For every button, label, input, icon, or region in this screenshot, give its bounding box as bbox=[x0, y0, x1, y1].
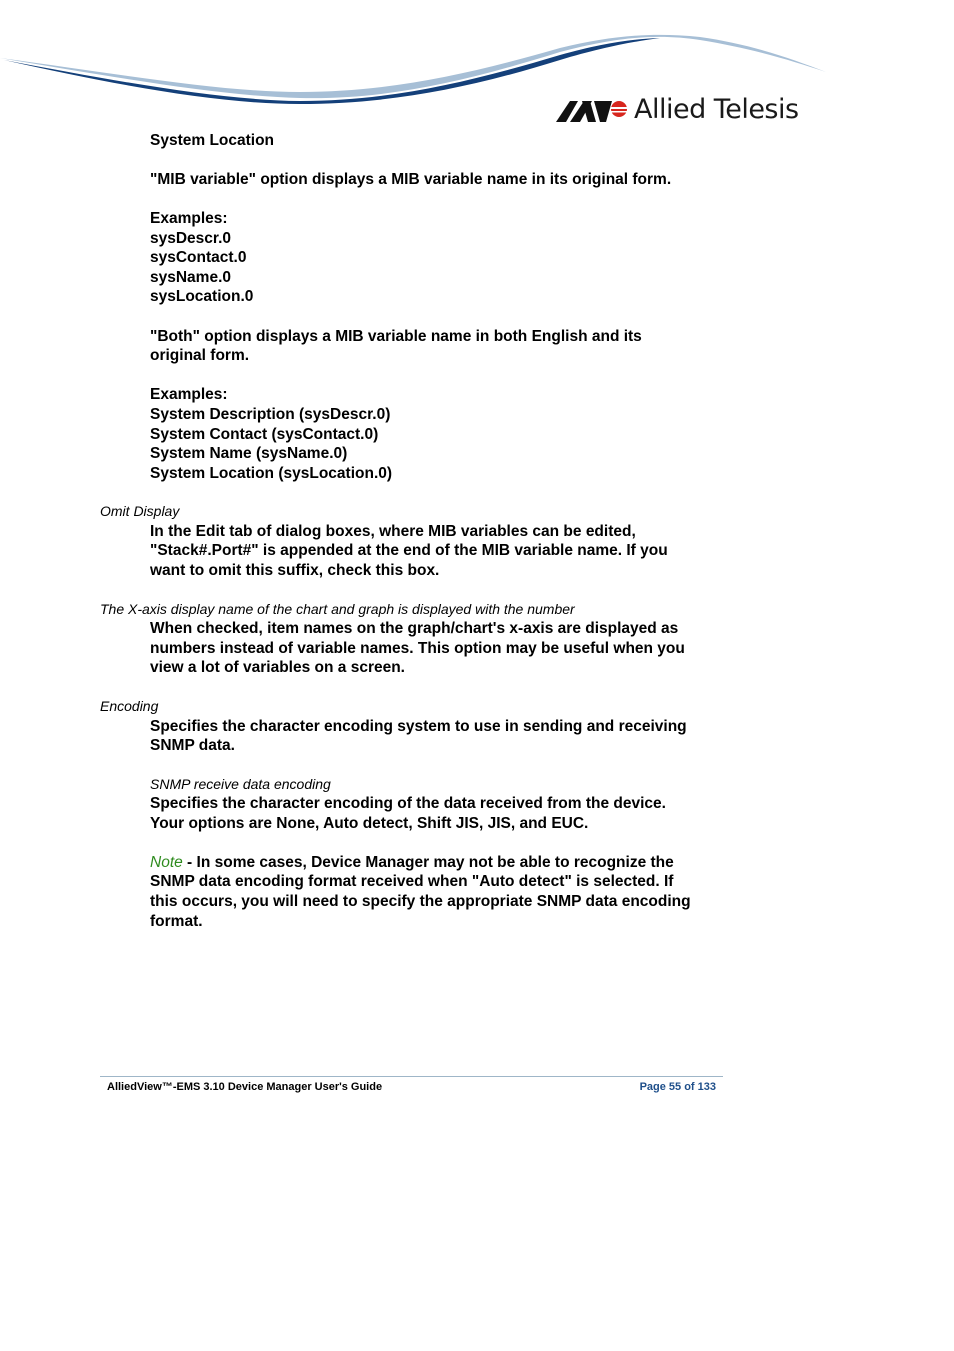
text-line: numbers instead of variable names. This option may be useful when you bbox=[150, 640, 685, 657]
note-text: - In some cases, Device Manager may not be able to recognize the bbox=[182, 854, 674, 871]
text-line: sysDescr.0 bbox=[150, 230, 232, 247]
sub-heading-snmp-receive: SNMP receive data encoding bbox=[150, 776, 331, 792]
text-line: sysLocation.0 bbox=[150, 288, 254, 305]
text-line: "Stack#.Port#" is appended at the end of the MIB variable name. If you bbox=[150, 542, 668, 559]
text-line: "MIB variable" option displays a MIB variable name in its original form. bbox=[150, 171, 672, 188]
text-line: Examples: bbox=[150, 386, 228, 403]
text-line: Examples: bbox=[150, 210, 228, 227]
text-line: System Name (sysName.0) bbox=[150, 445, 348, 462]
text-line: When checked, item names on the graph/chart's x-axis are displayed as bbox=[150, 620, 679, 637]
text-line: original form. bbox=[150, 347, 250, 364]
text-line: SNMP data. bbox=[150, 737, 235, 754]
text-line: want to omit this suffix, check this box. bbox=[150, 562, 440, 579]
section-heading-encoding: Encoding bbox=[100, 698, 159, 714]
note-line bbox=[150, 853, 674, 873]
section-heading-x-axis: The X-axis display name of the chart and graph is displayed with the number bbox=[100, 601, 575, 617]
footer-page-number: Page 55 of 133 bbox=[639, 1081, 716, 1093]
allied-telesis-logo-icon bbox=[556, 95, 628, 123]
text-line: view a lot of variables on a screen. bbox=[150, 659, 405, 676]
text-line: sysContact.0 bbox=[150, 249, 247, 266]
footer-divider bbox=[100, 1076, 723, 1077]
text-line: System Location bbox=[150, 132, 275, 149]
text-line: this occurs, you will need to specify the appropriate SNMP data encoding bbox=[150, 893, 691, 910]
text-line: System Description (sysDescr.0) bbox=[150, 406, 391, 423]
text-line: Your options are None, Auto detect, Shift JIS, JIS, and EUC. bbox=[150, 815, 589, 832]
section-heading-omit-display: Omit Display bbox=[100, 503, 180, 519]
text-line: System Location (sysLocation.0) bbox=[150, 465, 393, 482]
footer-document-title: AlliedView™-EMS 3.10 Device Manager User's Guide bbox=[107, 1081, 383, 1093]
text-line: Specifies the character encoding of the data received from the device. bbox=[150, 795, 666, 812]
brand-name: Allied Telesis bbox=[634, 93, 799, 125]
text-line: "Both" option displays a MIB variable name in both English and its bbox=[150, 328, 642, 345]
text-line: In the Edit tab of dialog boxes, where MIB variables can be edited, bbox=[150, 523, 636, 540]
text-line: format. bbox=[150, 913, 203, 930]
note-label: Note bbox=[150, 854, 183, 871]
text-line: Specifies the character encoding system to use in sending and receiving bbox=[150, 718, 687, 735]
text-line: System Contact (sysContact.0) bbox=[150, 426, 379, 443]
allied-telesis-logo bbox=[556, 92, 799, 126]
text-line: SNMP data encoding format received when "Auto detect" is selected. If bbox=[150, 873, 674, 890]
header-swoosh bbox=[0, 0, 954, 140]
text-line: sysName.0 bbox=[150, 269, 232, 286]
